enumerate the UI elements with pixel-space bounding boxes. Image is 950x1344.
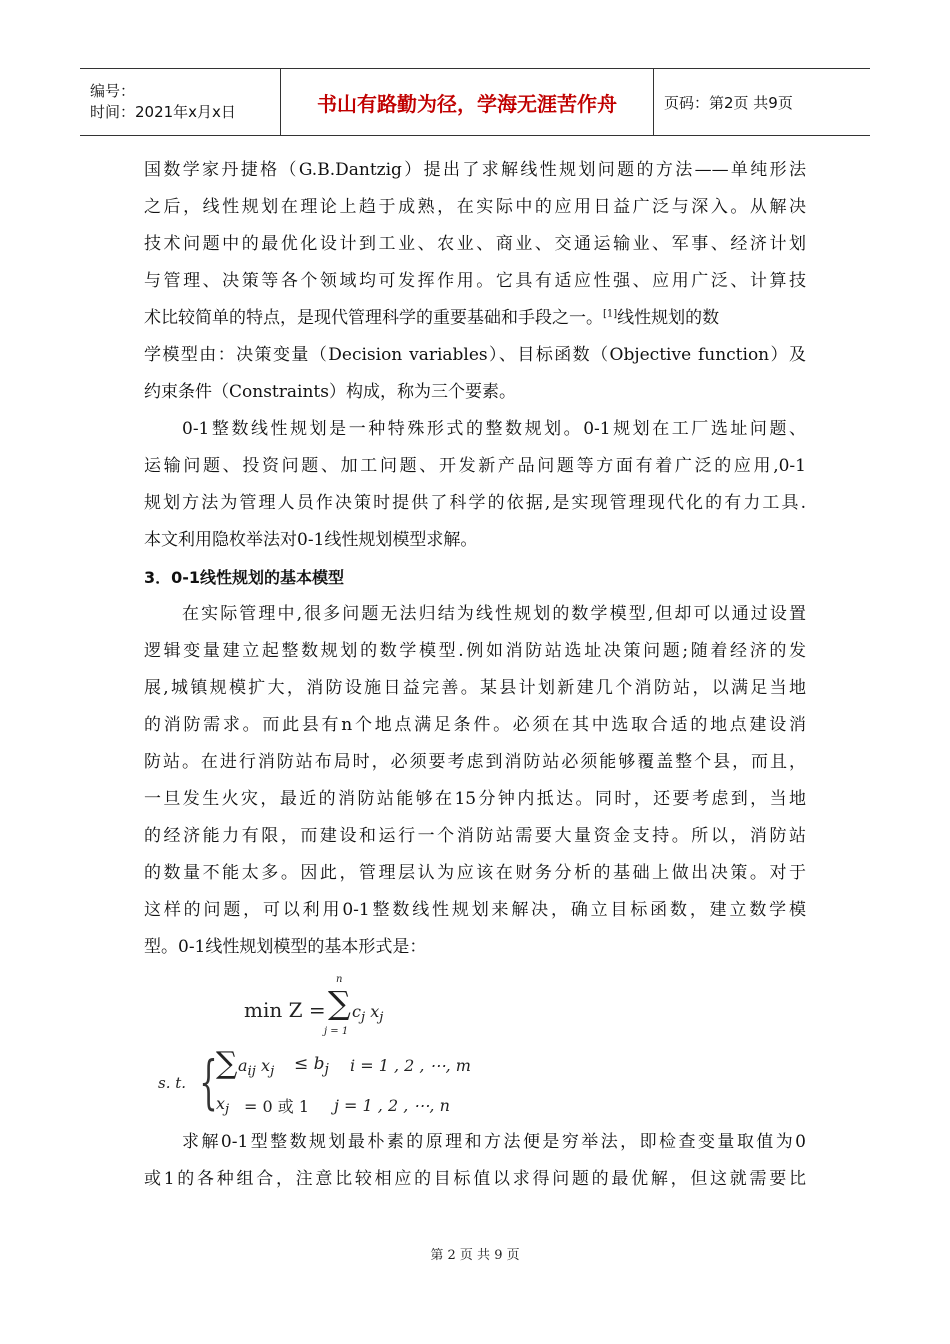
text-line: 型。0-1线性规划模型的基本形式是： bbox=[144, 937, 427, 957]
text-line: 的经济能力有限，而建设和运行一个消防站需要大量资金支持。所以，消防站 bbox=[144, 826, 806, 846]
constraint-2-var bbox=[216, 1094, 229, 1117]
text-line: 0-1整数线性规划是一种特殊形式的整数规划。0-1规划在工厂选址问题、 bbox=[182, 419, 806, 439]
constraint-brace: { bbox=[199, 1048, 218, 1116]
section-heading: 3．0-1线性规划的基本模型 bbox=[144, 568, 345, 587]
constraint-1-term bbox=[238, 1056, 274, 1079]
constraint-2-range: j = 1 , 2 , ⋯, n bbox=[334, 1096, 450, 1115]
header-motto-cell bbox=[281, 69, 654, 135]
header-left-cell bbox=[80, 69, 281, 135]
sum-symbol: ∑ bbox=[328, 984, 351, 1022]
text-line: 防站。在进行消防站布局时，必须要考虑到消防站必须能够覆盖整个县，而且， bbox=[144, 752, 806, 772]
header-page-cell bbox=[654, 69, 870, 135]
text-segment: 线性规划的数 bbox=[617, 308, 720, 328]
rhs-index: j bbox=[324, 1061, 329, 1078]
coefficient-index: j bbox=[360, 1010, 366, 1026]
text-line: 的数量不能太多。因此，管理层认为应该在财务分析的基础上做出决策。对于 bbox=[144, 863, 806, 883]
text-line: 这样的问题，可以利用0-1整数线性规划来解决，确立目标函数，建立数学模 bbox=[144, 900, 806, 920]
coefficient: c bbox=[352, 1002, 361, 1021]
constraint-1-relation bbox=[294, 1054, 329, 1077]
variable-index: j bbox=[379, 1010, 384, 1026]
text-line: 一旦发生火灾，最近的消防站能够在15分钟内抵达。同时，还要考虑到，当地 bbox=[144, 789, 806, 809]
text-line: 展,城镇规模扩大，消防设施日益完善。某县计划新建几个消防站，以满足当地 bbox=[144, 678, 806, 698]
objective-lhs: min Z = bbox=[244, 998, 326, 1022]
relation: ≤ b bbox=[294, 1054, 325, 1074]
header-motto: 书山有路勤为径，学海无涯苦作舟 bbox=[317, 91, 617, 116]
st-label: s. t. bbox=[158, 1074, 187, 1092]
text-line: 求解0-1型整数规划最朴素的原理和方法便是穷举法，即检查变量取值为0 bbox=[182, 1132, 806, 1152]
sum-upper-limit: n bbox=[336, 974, 343, 985]
coefficient-index: ij bbox=[247, 1064, 256, 1080]
paragraph-4 bbox=[144, 1124, 806, 1198]
variable: x bbox=[255, 1056, 271, 1075]
text-line bbox=[144, 300, 806, 337]
constraint-sum-symbol: ∑ bbox=[216, 1046, 238, 1081]
text-line: 在实际管理中,很多问题无法归结为线性规划的数学模型,但却可以通过设置 bbox=[182, 604, 806, 624]
text-line: 与管理、决策等各个领域均可发挥作用。它具有适应性强、应用广泛、计算技 bbox=[144, 271, 806, 291]
objective-term bbox=[352, 1002, 383, 1025]
variable: x bbox=[216, 1094, 226, 1113]
sum-lower-limit: j = 1 bbox=[324, 1026, 349, 1037]
text-line: 国数学家丹捷格（G.B.Dantzig）提出了求解线性规划问题的方法——单纯形法 bbox=[144, 160, 806, 180]
text-line: 或1的各种组合，注意比较相应的目标值以求得问题的最优解，但这就需要比 bbox=[144, 1169, 806, 1189]
coefficient: a bbox=[238, 1056, 248, 1075]
constraint-1-range: i = 1 , 2 , ⋯, m bbox=[350, 1056, 471, 1075]
text-line: 规划方法为管理人员作决策时提供了科学的依据,是实现管理现代化的有力工具. bbox=[144, 493, 806, 513]
citation-ref: [1] bbox=[603, 308, 618, 320]
model-formula bbox=[144, 966, 806, 1124]
text-segment: 术比较简单的特点，是现代管理科学的重要基础和手段之一。 bbox=[144, 308, 603, 328]
text-line: 学模型由：决策变量（Decision variables）、目标函数（Objective function）及 bbox=[144, 345, 806, 365]
paragraph-3 bbox=[144, 596, 806, 966]
text-line: 约束条件（Constraints）构成，称为三个要素。 bbox=[144, 382, 516, 402]
constraint-2-eq: = 0 或 1 bbox=[244, 1097, 310, 1116]
time-label: 时间：2021年x月x日 bbox=[90, 103, 236, 121]
text-line: 之后，线性规划在理论上趋于成熟，在实际中的应用日益广泛与深入。从解决 bbox=[144, 197, 806, 217]
variable: x bbox=[365, 1002, 380, 1021]
variable-index: j bbox=[270, 1064, 275, 1080]
variable-index: j bbox=[225, 1102, 230, 1118]
text-line: 本文利用隐枚举法对0-1线性规划模型求解。 bbox=[144, 530, 478, 550]
text-line: 运输问题、投资问题、加工问题、开发新产品问题等方面有着广泛的应用,0-1 bbox=[144, 456, 806, 476]
paragraph-1 bbox=[144, 152, 806, 411]
text-line: 技术问题中的最优化设计到工业、农业、商业、交通运输业、军事、经济计划 bbox=[144, 234, 806, 254]
document-body bbox=[144, 152, 806, 1198]
paragraph-2 bbox=[144, 411, 806, 559]
page-header bbox=[80, 68, 870, 136]
text-line: 逻辑变量建立起整数规划的数学模型.例如消防站选址决策问题;随着经济的发 bbox=[144, 641, 806, 661]
page-footer: 第 2 页 共 9 页 bbox=[430, 1248, 520, 1263]
text-line: 的消防需求。而此县有n个地点满足条件。必须在其中选取合适的地点建设消 bbox=[144, 715, 806, 735]
serial-label: 编号： bbox=[90, 82, 136, 100]
header-page-info: 页码：第2页 共9页 bbox=[664, 93, 793, 112]
